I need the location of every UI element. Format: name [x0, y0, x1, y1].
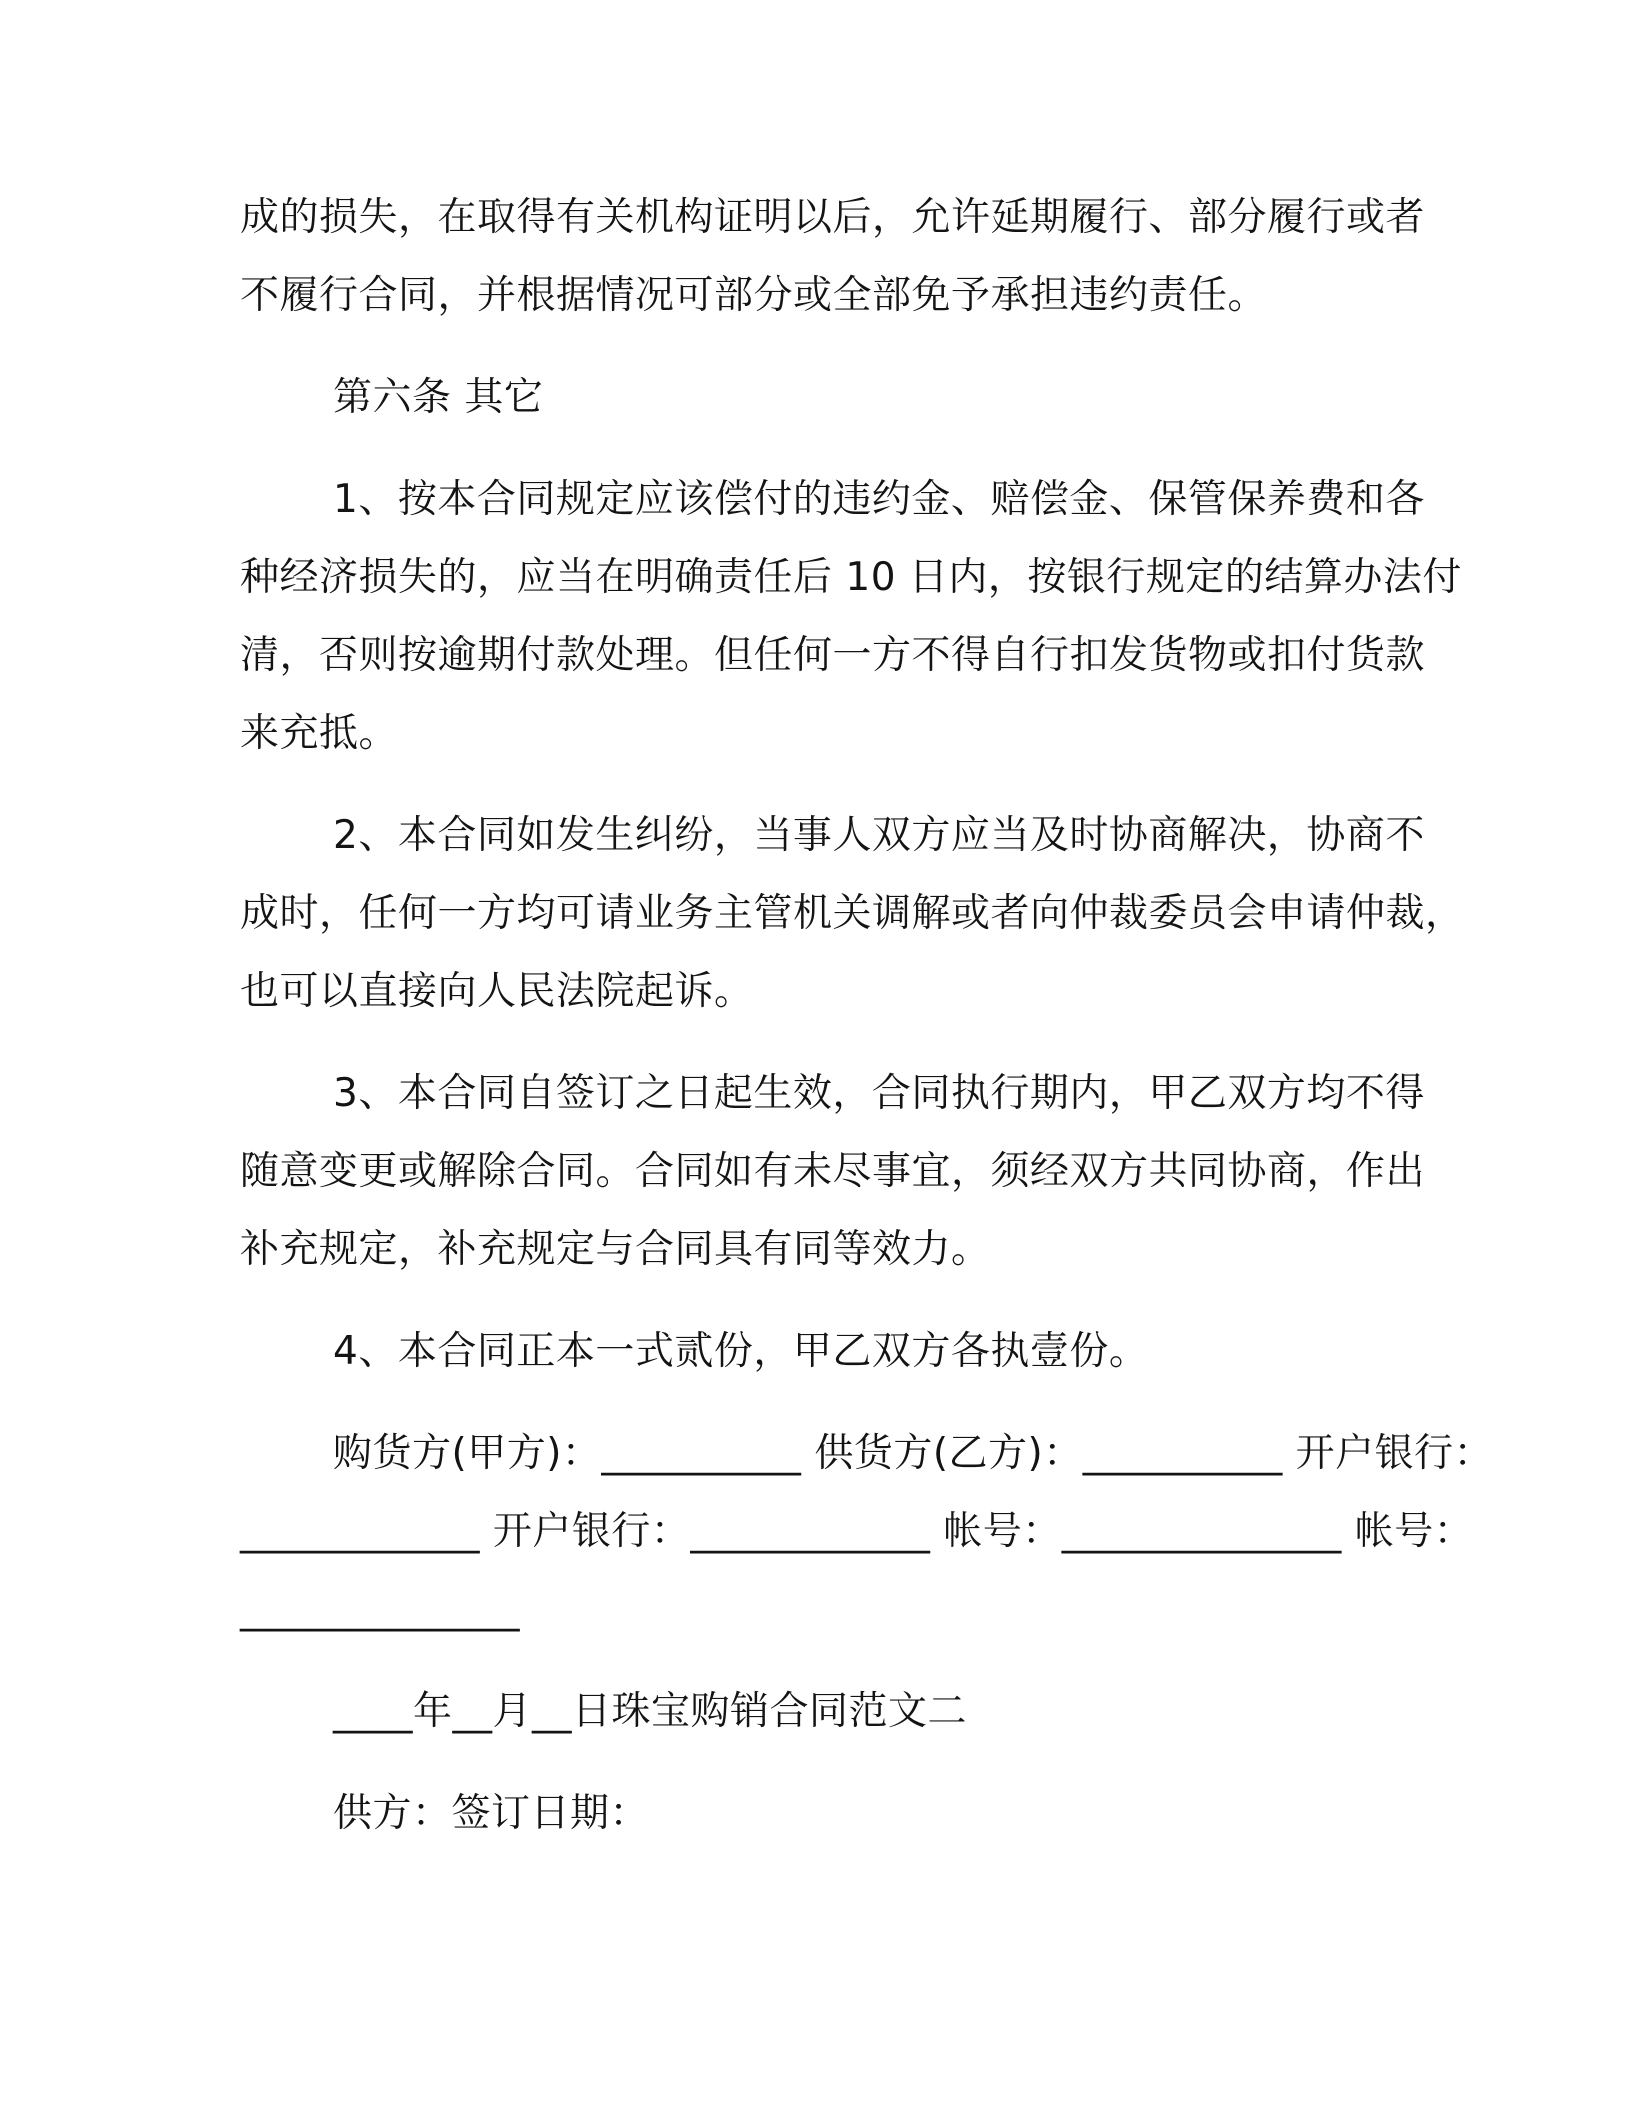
supplier-date-line: 供方：签订日期：	[333, 1791, 650, 1836]
signature-block-line: ______________	[240, 1587, 520, 1632]
clause-1-line: 种经济损失的，应当在明确责任后 10 日内，按银行规定的结算办法付	[240, 555, 1462, 600]
clause-1-line: 来充抵。	[240, 711, 399, 756]
clause-3-line: 3、本合同自签订之日起生效，合同执行期内，甲乙双方均不得	[333, 1071, 1425, 1116]
signature-block-line: 购货方(甲方)：__________ 供货方(乙方)：__________ 开户银行：	[333, 1431, 1494, 1476]
date-title-line: ____年__月__日珠宝购销合同范文二	[333, 1689, 968, 1734]
clause-2-line: 成时，任何一方均可请业务主管机关调解或者向仲裁委员会申请仲裁，	[240, 891, 1465, 936]
clause-2-line: 也可以直接向人民法院起诉。	[240, 969, 754, 1014]
text-line: 不履行合同，并根据情况可部分或全部免予承担违约责任。	[240, 273, 1268, 318]
clause-2-line: 2、本合同如发生纠纷，当事人双方应当及时协商解决，协商不	[333, 813, 1425, 858]
clause-3-line: 随意变更或解除合同。合同如有未尽事宜，须经双方共同协商，作出	[240, 1149, 1426, 1194]
clause-1-line: 清，否则按逾期付款处理。但任何一方不得自行扣发货物或扣付货款	[240, 633, 1426, 678]
text-line: 成的损失，在取得有关机构证明以后，允许延期履行、部分履行或者	[240, 195, 1426, 240]
clause-3-line: 补充规定，补充规定与合同具有同等效力。	[240, 1227, 991, 1272]
section-heading: 第六条 其它	[333, 375, 544, 420]
signature-block-line: ____________ 开户银行：____________ 帐号：______________ 帐号：	[240, 1509, 1474, 1554]
clause-4-line: 4、本合同正本一式贰份，甲乙双方各执壹份。	[333, 1329, 1149, 1374]
clause-1-line: 1、按本合同规定应该偿付的违约金、赔偿金、保管保养费和各	[333, 477, 1425, 522]
